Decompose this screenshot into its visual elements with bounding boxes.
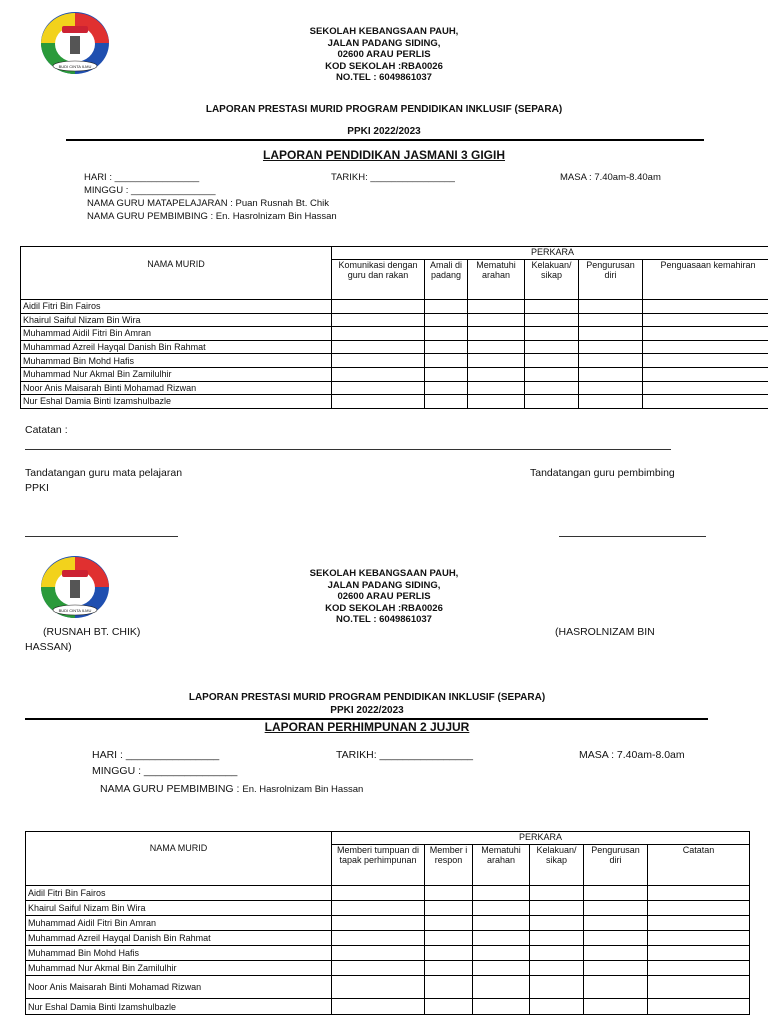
score-cell[interactable] (332, 976, 425, 999)
score-cell[interactable] (425, 916, 473, 931)
score-cell[interactable] (425, 367, 468, 381)
score-cell[interactable] (332, 916, 425, 931)
report1-year: PPKI 2022/2023 (347, 126, 421, 137)
score-cell[interactable] (525, 395, 579, 409)
score-cell[interactable] (530, 961, 584, 976)
report1-minggu: MINGGU : ________________ (84, 185, 216, 196)
score-cell[interactable] (473, 961, 530, 976)
school-code: KOD SEKOLAH :RBA0026 (325, 60, 443, 72)
student-name: Aidil Fitri Bin Fairos (26, 886, 332, 901)
score-cell[interactable] (648, 886, 750, 901)
score-cell[interactable] (468, 300, 525, 314)
school-phone: NO.TEL : 6049861037 (336, 72, 432, 83)
score-cell[interactable] (332, 946, 425, 961)
score-cell[interactable] (584, 976, 648, 999)
column-header: Mematuhi arahan (473, 845, 530, 886)
score-cell[interactable] (530, 901, 584, 916)
table-row (21, 381, 768, 395)
score-cell[interactable] (643, 300, 768, 314)
score-cell[interactable] (579, 313, 643, 327)
school-address-1: JALAN PADANG SIDING, (327, 579, 441, 591)
score-cell[interactable] (332, 999, 425, 1015)
sign-left-label-2: PPKI (25, 482, 49, 494)
score-cell[interactable] (425, 931, 473, 946)
student-name: Khairul Saiful Nizam Bin Wira (26, 901, 332, 916)
student-name: Muhammad Bin Mohd Hafis (21, 354, 332, 368)
student-name: Nur Eshal Damia Binti Izamshulbazle (26, 999, 332, 1015)
score-cell[interactable] (425, 340, 468, 354)
score-cell[interactable] (473, 901, 530, 916)
score-cell[interactable] (643, 381, 768, 395)
student-name: Muhammad Aidil Fitri Bin Amran (21, 327, 332, 341)
score-cell[interactable] (584, 886, 648, 901)
score-cell[interactable] (648, 961, 750, 976)
score-cell[interactable] (525, 300, 579, 314)
score-cell[interactable] (425, 354, 468, 368)
score-cell[interactable] (332, 354, 425, 368)
student-name: Muhammad Bin Mohd Hafis (26, 946, 332, 961)
score-cell[interactable] (332, 367, 425, 381)
score-cell[interactable] (648, 999, 750, 1015)
student-name: Khairul Saiful Nizam Bin Wira (21, 313, 332, 327)
score-cell[interactable] (425, 999, 473, 1015)
column-header-perkara: PERKARA (332, 247, 768, 260)
table-row (21, 367, 768, 381)
school-address-2: 02600 ARAU PERLIS (337, 591, 431, 602)
score-cell[interactable] (425, 327, 468, 341)
column-header-perkara: PERKARA (332, 832, 750, 845)
table-row (26, 946, 750, 961)
score-cell[interactable] (332, 901, 425, 916)
table-row (26, 901, 750, 916)
column-header: Member i respon (425, 845, 473, 886)
column-header-name: NAMA MURID (21, 247, 332, 300)
school-header (234, 26, 534, 84)
report1-masa: MASA : 7.40am-8.40am (560, 172, 661, 183)
score-cell[interactable] (332, 395, 425, 409)
score-cell[interactable] (584, 946, 648, 961)
column-header: Mematuhi arahan (468, 260, 525, 300)
score-cell[interactable] (332, 327, 425, 341)
table-row (21, 354, 768, 368)
score-cell[interactable] (473, 886, 530, 901)
score-cell[interactable] (525, 327, 579, 341)
signature-line-left[interactable] (25, 536, 178, 537)
score-cell[interactable] (579, 381, 643, 395)
column-header: Amali di padang (425, 260, 468, 300)
score-cell[interactable] (525, 313, 579, 327)
student-name: Muhammad Azreil Hayqal Danish Bin Rahmat (21, 340, 332, 354)
score-cell[interactable] (468, 367, 525, 381)
score-cell[interactable] (643, 313, 768, 327)
report1-guru-mp: NAMA GURU MATAPELAJARAN : Puan Rusnah Bt. Chik (87, 198, 329, 209)
table-row (26, 886, 750, 901)
score-cell[interactable] (468, 340, 525, 354)
score-cell[interactable] (468, 381, 525, 395)
score-cell[interactable] (473, 999, 530, 1015)
table-row (21, 395, 768, 409)
student-name: Muhammad Azreil Hayqal Danish Bin Rahmat (26, 931, 332, 946)
score-cell[interactable] (425, 886, 473, 901)
score-cell[interactable] (332, 340, 425, 354)
column-header-name: NAMA MURID (26, 832, 332, 886)
score-cell[interactable] (530, 976, 584, 999)
report2-subject: LAPORAN PERHIMPUNAN 2 JUJUR (264, 720, 470, 734)
report2-minggu: MINGGU : ________________ (92, 765, 238, 777)
logo-motto: BUDI CINTA ILMU (58, 64, 92, 69)
score-cell[interactable] (473, 946, 530, 961)
report1-table (20, 246, 768, 409)
logo-motto: BUDI CINTA ILMU (58, 608, 92, 613)
report2-year: PPKI 2022/2023 (330, 705, 404, 716)
score-cell[interactable] (425, 300, 468, 314)
score-cell[interactable] (425, 395, 468, 409)
score-cell[interactable] (648, 946, 750, 961)
table-row (21, 327, 768, 341)
report1-guru-pb: NAMA GURU PEMBIMBING : En. Hasrolnizam Bin Hassan (87, 211, 337, 222)
table-row (21, 340, 768, 354)
report1-hari: HARI : ________________ (84, 172, 200, 183)
student-name: Noor Anis Maisarah Binti Mohamad Rizwan (26, 976, 332, 999)
score-cell[interactable] (425, 976, 473, 999)
guru-pb-label: NAMA GURU PEMBIMBING : (100, 783, 243, 795)
score-cell[interactable] (579, 340, 643, 354)
sign-left-label: Tandatangan guru mata pelajaran (25, 467, 183, 479)
school-address-1: JALAN PADANG SIDING, (327, 37, 441, 49)
table-row (21, 300, 768, 314)
score-cell[interactable] (584, 931, 648, 946)
score-cell[interactable] (643, 395, 768, 409)
student-name: Muhammad Aidil Fitri Bin Amran (26, 916, 332, 931)
score-cell[interactable] (648, 901, 750, 916)
score-cell[interactable] (525, 340, 579, 354)
score-cell[interactable] (425, 961, 473, 976)
score-cell[interactable] (425, 381, 468, 395)
column-header: Komunikasi dengan guru dan rakan (332, 260, 425, 300)
score-cell[interactable] (473, 976, 530, 999)
guru-pb-name: En. Hasrolnizam Bin Hassan (242, 784, 364, 795)
school-name: SEKOLAH KEBANGSAAN PAUH, (309, 26, 459, 37)
score-cell[interactable] (332, 381, 425, 395)
school-address-2: 02600 ARAU PERLIS (337, 49, 431, 60)
school-phone: NO.TEL : 6049861037 (336, 614, 432, 625)
score-cell[interactable] (643, 367, 768, 381)
school-logo (38, 554, 112, 620)
score-cell[interactable] (525, 354, 579, 368)
sign-right-name: (HASROLNIZAM BIN (555, 626, 655, 638)
score-cell[interactable] (579, 354, 643, 368)
score-cell[interactable] (332, 961, 425, 976)
score-cell[interactable] (584, 901, 648, 916)
score-cell[interactable] (584, 961, 648, 976)
school-code: KOD SEKOLAH :RBA0026 (325, 602, 443, 614)
score-cell[interactable] (332, 931, 425, 946)
score-cell[interactable] (584, 999, 648, 1015)
column-header: Kelakuan/ sikap (525, 260, 579, 300)
score-cell[interactable] (579, 395, 643, 409)
table-row (26, 916, 750, 931)
score-cell[interactable] (332, 300, 425, 314)
score-cell[interactable] (468, 354, 525, 368)
score-cell[interactable] (468, 313, 525, 327)
student-name: Nur Eshal Damia Binti Izamshulbazle (21, 395, 332, 409)
school-name: SEKOLAH KEBANGSAAN PAUH, (309, 568, 459, 579)
score-cell[interactable] (468, 395, 525, 409)
score-cell[interactable] (643, 340, 768, 354)
report2-masa: MASA : 7.40am-8.0am (579, 749, 685, 761)
student-name: Noor Anis Maisarah Binti Mohamad Rizwan (21, 381, 332, 395)
school-logo (38, 10, 112, 76)
column-header: Penguasaan kemahiran (643, 260, 768, 300)
column-header: Kelakuan/ sikap (530, 845, 584, 886)
score-cell[interactable] (648, 916, 750, 931)
report2-tarikh: TARIKH: ________________ (336, 749, 473, 761)
score-cell[interactable] (530, 916, 584, 931)
score-cell[interactable] (468, 327, 525, 341)
score-cell[interactable] (425, 946, 473, 961)
student-name: Muhammad Nur Akmal Bin Zamilulhir (26, 961, 332, 976)
student-name: Aidil Fitri Bin Fairos (21, 300, 332, 314)
table-row (26, 961, 750, 976)
report2-title: LAPORAN PRESTASI MURID PROGRAM PENDIDIKAN INKLUSIF (SEPARA) (188, 692, 546, 703)
report2-guru-pb (100, 779, 363, 797)
score-cell[interactable] (530, 931, 584, 946)
table-row (26, 976, 750, 999)
report1-title: LAPORAN PRESTASI MURID PROGRAM PENDIDIKAN INKLUSIF (SEPARA) (205, 104, 563, 115)
catatan-label: Catatan : (25, 424, 68, 436)
sign-right-name-2: HASSAN) (25, 641, 72, 653)
report1-subject: LAPORAN PENDIDIKAN JASMANI 3 GIGIH (262, 148, 506, 162)
table-row (26, 999, 750, 1015)
score-cell[interactable] (643, 354, 768, 368)
score-cell[interactable] (525, 367, 579, 381)
score-cell[interactable] (530, 999, 584, 1015)
score-cell[interactable] (525, 381, 579, 395)
score-cell[interactable] (648, 931, 750, 946)
score-cell[interactable] (579, 300, 643, 314)
score-cell[interactable] (579, 327, 643, 341)
report1-tarikh: TARIKH: ________________ (331, 172, 455, 183)
score-cell[interactable] (332, 886, 425, 901)
report2-hari: HARI : ________________ (92, 749, 220, 761)
divider (66, 139, 704, 141)
column-header: Catatan (648, 845, 750, 886)
school-header (234, 568, 534, 626)
score-cell[interactable] (332, 313, 425, 327)
sign-right-label: Tandatangan guru pembimbing (530, 467, 675, 479)
score-cell[interactable] (473, 916, 530, 931)
report2-table (25, 831, 750, 1015)
student-name: Muhammad Nur Akmal Bin Zamilulhir (21, 367, 332, 381)
score-cell[interactable] (648, 976, 750, 999)
column-header: Pengurusan diri (579, 260, 643, 300)
score-cell[interactable] (425, 313, 468, 327)
sign-left-name: (RUSNAH BT. CHIK) (43, 626, 141, 638)
score-cell[interactable] (579, 367, 643, 381)
score-cell[interactable] (643, 327, 768, 341)
score-cell[interactable] (473, 931, 530, 946)
score-cell[interactable] (425, 901, 473, 916)
score-cell[interactable] (584, 916, 648, 931)
score-cell[interactable] (530, 946, 584, 961)
column-header: Pengurusan diri (584, 845, 648, 886)
table-row (21, 313, 768, 327)
catatan-line[interactable] (25, 449, 671, 450)
column-header: Memberi tumpuan di tapak perhimpunan (332, 845, 425, 886)
signature-line-right[interactable] (559, 536, 706, 537)
table-row (26, 931, 750, 946)
score-cell[interactable] (530, 886, 584, 901)
